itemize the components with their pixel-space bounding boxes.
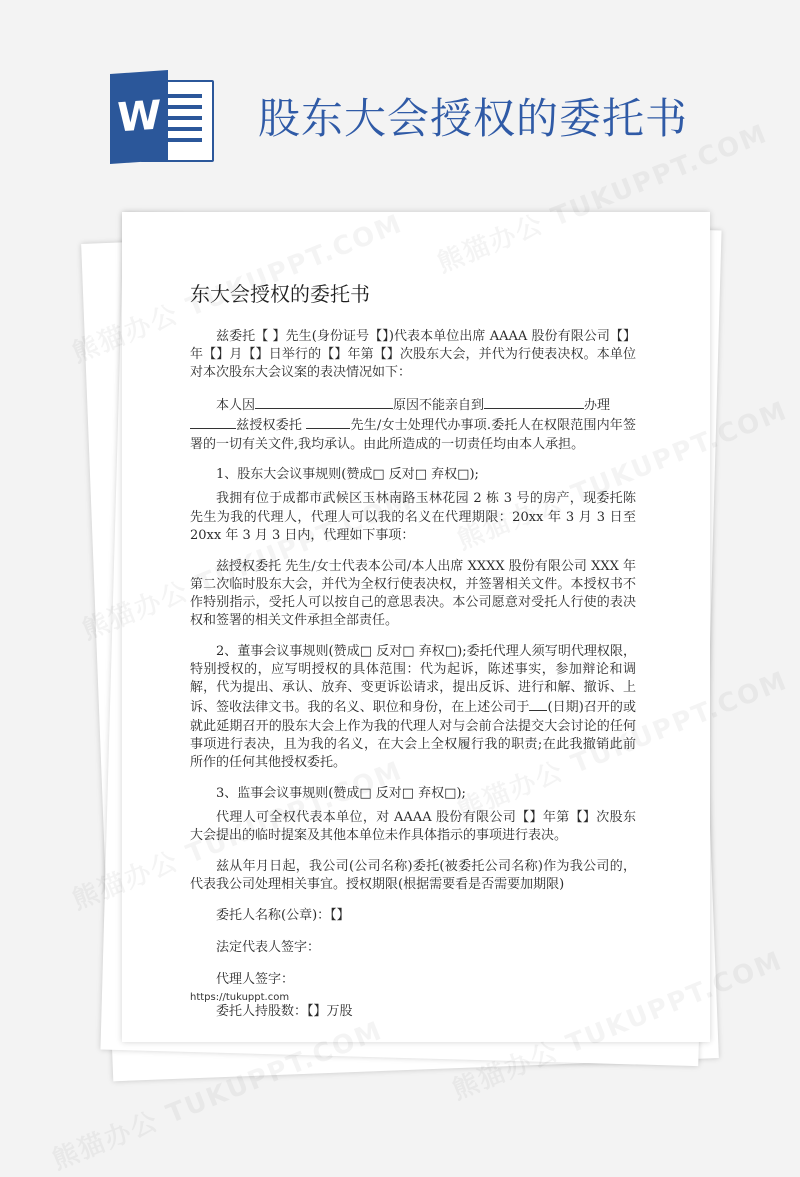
paragraph-property: 我拥有位于成都市武候区玉林南路玉林花园 2 栋 3 号的房产，现委托陈先生为我的代理人，代理人可以我的名义在代理期限：20xx 年 3 月 3 日至 20xx 年 3 月 3 日内，代理如下事项： [190,491,636,543]
document-title: 东大会授权的委托书 [190,282,370,306]
header-title: 股东大会授权的委托书 [258,94,689,143]
blank-agent [306,415,350,429]
reason-text-e: 先生/女士处理代办事项.委托人在权限范围内年签署的一切有关文件,我均承认。由此所造成的一切责任均由本人承担。 [190,418,636,452]
field-agent-signature: 代理人签字： [216,972,295,988]
paragraph-rule-2 [190,643,636,772]
paragraph-authorization: 兹授权委托 先生/女士代表本公司/本人出席 XXXX 股份有限公司 XXX 年第二次临时股东大会，并代为全权行使表决权，并签署相关文件。本授权书不作特别指示，受托人可以按自己的意思表决。本公司愿意对受托人行使的表决权和签署的相关文件承担全部责任。 [190,558,636,629]
word-logo-letter: W [110,70,168,164]
document-page [122,212,710,1042]
page-header [0,0,800,200]
field-principal-name: 委托人名称(公章)：【】 [216,907,350,923]
paragraph-intro: 兹委托【 】先生(身份证号【】)代表本单位出席 AAAA 股份有限公司【】年【】月【】日举行的【】年第【】次股东大会，并代为行使表决权。本单位对本次股东大会议案的表决情况如下： [190,329,636,381]
reason-text-a: 本人因 [216,398,256,414]
footer-url: https://tukuppt.com [190,992,290,1003]
reason-text-c: 办理 [584,398,611,414]
rule-2-text-a: 2、董事会议事规则(赞成□ 反对□ 弃权□);委托代理人须写明代理权限，特别授权的，应写明授权的具体范围：代为起诉，陈述事实，参加辩论和调解，代为提出、承认、放弃、变更诉讼请求，提出反诉、进行和解、撤诉、上诉、签收法律文书。我的名义、职位和身份，在上述公司于 [190,643,636,716]
paragraph-rule-1: 1、股东大会议事规则(赞成□ 反对□ 弃权□); [216,467,479,483]
document-body [190,282,636,1036]
word-document-icon [110,72,212,162]
blank-place [484,395,584,409]
paragraph-rule-3: 3、监事会议事规则(赞成□ 反对□ 弃权□); [216,785,466,801]
paragraph-proxy: 代理人可全权代表本单位，对 AAAA 股份有限公司【】年第【】次股东大会提出的临时提案及其他本单位未作具体指示的事项进行表决。 [190,809,636,844]
blank-date [529,697,547,711]
field-shareholding: 委托人持股数：【】万股 [216,1004,353,1020]
rule-2-text-b: (日期)召开的或就此延期召开的股东大会上作为我的代理人对与会前合法提交大会讨论的任何事项进行表决，且为我的名义，在大会上全权履行我的职责;在此我撤销此前所作的任何其他授权委托。 [190,700,636,771]
blank-principal [190,415,236,429]
reason-text-b: 原因不能亲自到 [393,398,485,414]
paragraph-reason [190,395,636,454]
field-legal-rep-signature: 法定代表人签字： [216,939,321,955]
paragraph-period: 兹从年月日起，我公司(公司名称)委托(被委托公司名称)作为我公司的，代表我公司处理相关事宜。授权期限(根据需要看是否需要加期限) [190,858,636,893]
reason-text-d: 兹授权委托 [236,418,303,434]
blank-reason [255,395,393,409]
